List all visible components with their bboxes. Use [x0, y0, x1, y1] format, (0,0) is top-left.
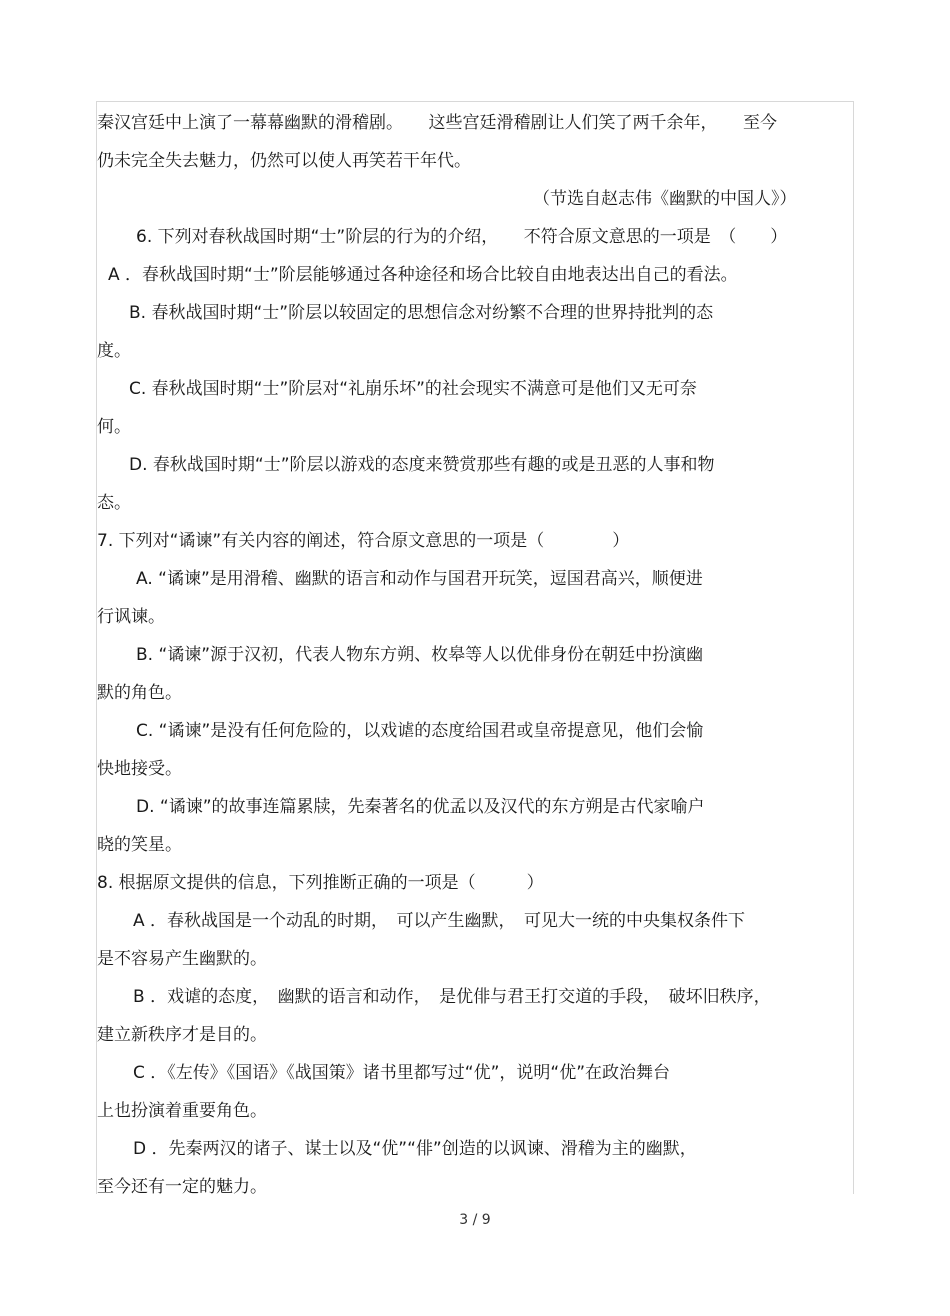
passage-line: 仍未完全失去魅力，仍然可以使人再笑若干年代。 [97, 151, 471, 171]
option-line: 默的角色。 [97, 683, 182, 703]
option-line: B ．戏谑的态度， 幽默的语言和动作， 是优俳与君王打交道的手段， 破坏旧秩序， [133, 987, 771, 1007]
option-line: 行讽谏。 [97, 607, 165, 627]
page-number: 3 / 9 [459, 1212, 491, 1228]
option-line: A ．春秋战国时期“士”阶层能够通过各种途径和场合比较自由地表达出自己的看法。 [108, 265, 738, 285]
option-line: B. 春秋战国时期“士”阶层以较固定的思想信念对纷繁不合理的世界持批判的态 [129, 303, 714, 323]
option-line: 态。 [97, 493, 131, 513]
option-line: B. “谲谏”源于汉初，代表人物东方朔、枚皋等人以优俳身份在朝廷中扮演幽 [136, 645, 704, 665]
option-line: C. “谲谏”是没有任何危险的，以戏谑的态度给国君或皇帝提意见，他们会愉 [136, 721, 704, 741]
question-stem: 6. 下列对春秋战国时期“士”阶层的行为的介绍， 不符合原文意思的一项是 （ ） [136, 227, 788, 247]
option-line: 至今还有一定的魅力。 [97, 1177, 267, 1197]
option-line: 度。 [97, 341, 131, 361]
option-line: D. “谲谏”的故事连篇累牍，先秦著名的优孟以及汉代的东方朔是古代家喻户 [136, 797, 705, 817]
option-line: D. 春秋战国时期“士”阶层以游戏的态度来赞赏那些有趣的或是丑恶的人事和物 [129, 455, 715, 475]
option-line: C. 春秋战国时期“士”阶层对“礼崩乐坏”的社会现实不满意可是他们又无可奈 [129, 379, 697, 399]
option-line: 建立新秩序才是目的。 [97, 1025, 267, 1045]
option-line: 是不容易产生幽默的。 [97, 949, 267, 969]
passage-source: （节选自赵志伟《幽默的中国人》） [533, 189, 797, 209]
option-line: D ．先秦两汉的诸子、谋士以及“优”“俳”创造的以讽谏、滑稽为主的幽默， [133, 1139, 697, 1159]
option-line: 上也扮演着重要角色。 [97, 1101, 267, 1121]
question-stem: 7. 下列对“谲谏”有关内容的阐述，符合原文意思的一项是（ ） [97, 531, 630, 551]
option-line: A ．春秋战国是一个动乱的时期， 可以产生幽默， 可见大一统的中央集权条件下 [133, 911, 746, 931]
option-line: C ．《左传》《国语》《战国策》诸书里都写过“优”，说明“优”在政治舞台 [133, 1063, 671, 1083]
option-line: 晓的笑星。 [97, 835, 182, 855]
option-line: 何。 [97, 417, 131, 437]
question-stem: 8. 根据原文提供的信息，下列推断正确的一项是（ ） [97, 873, 544, 893]
option-line: 快地接受。 [97, 759, 182, 779]
passage-line: 秦汉宫廷中上演了一幕幕幽默的滑稽剧。 这些宫廷滑稽剧让人们笑了两千余年， 至今 [97, 113, 777, 133]
option-line: A. “谲谏”是用滑稽、幽默的语言和动作与国君开玩笑，逗国君高兴，顺便进 [136, 569, 703, 589]
